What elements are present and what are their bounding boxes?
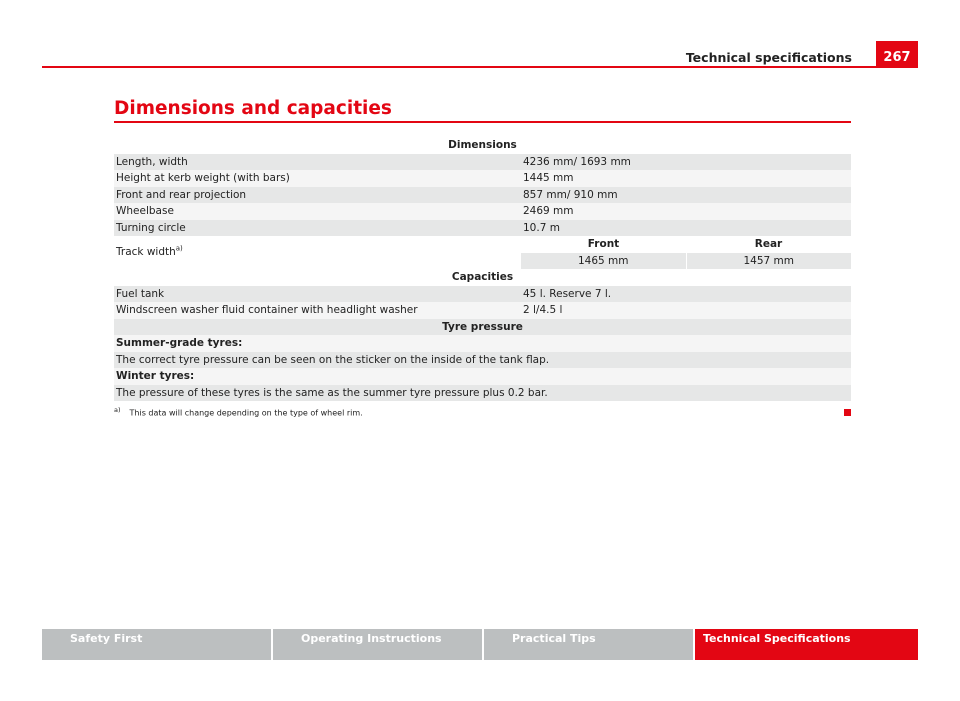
table-row [114, 352, 851, 369]
tab-technical-specifications[interactable]: Technical Specifications [695, 629, 918, 660]
row-value: 1445 mm [523, 172, 574, 184]
row-label: Fuel tank [116, 287, 165, 300]
section-rule [114, 121, 851, 123]
track-width-headers [521, 236, 851, 253]
front-header: Front [587, 238, 620, 250]
row-label: Turning circle [116, 221, 186, 234]
row-value: 10.7 m [523, 221, 560, 234]
running-header-title: Technical specifications [685, 50, 852, 65]
table-row [114, 335, 851, 352]
row-value: 4236 mm/ 1693 mm [523, 155, 631, 168]
row-value: 857 mm/ 910 mm [523, 188, 618, 201]
footnote-text: This data will change depending on the type of wheel rim. [129, 408, 363, 418]
table-row [114, 187, 851, 204]
table-row [114, 203, 851, 220]
table-row [114, 286, 851, 303]
tab-practical-tips[interactable]: Practical Tips [484, 629, 693, 660]
table-row [114, 368, 851, 385]
row-value: 45 l. Reserve 7 l. [523, 287, 612, 300]
section-title: Dimensions and capacities [114, 98, 392, 119]
tyre-row-winter-title: Winter tyres: [116, 370, 195, 382]
row-value: 2469 mm [523, 205, 574, 217]
tyre-pressure-heading: Tyre pressure [114, 319, 851, 336]
track-width-values-row [521, 253, 851, 270]
table-row [114, 220, 851, 237]
row-label: Wheelbase [116, 205, 174, 217]
dimensions-heading: Dimensions [114, 137, 851, 154]
table-row [114, 170, 851, 187]
track-width-values [521, 236, 851, 269]
tyre-row-summer-text: The correct tyre pressure can be seen on the sticker on the inside of the tank flap. [116, 353, 550, 366]
row-label: Length, width [116, 155, 188, 168]
track-width-label: Track width$^{a)}$ [114, 236, 521, 269]
footnote-marker: a) [114, 406, 121, 414]
page-number: 267 [876, 41, 918, 68]
capacities-heading: Capacities [114, 269, 851, 286]
end-of-section-square-icon [844, 409, 851, 416]
track-width-row [114, 236, 851, 269]
row-value: 2 l/4.5 l [523, 304, 563, 316]
rear-value: 1457 mm [743, 254, 795, 267]
footnote [114, 406, 363, 418]
tyre-row-winter-text: The pressure of these tyres is the same as the summer tyre pressure plus 0.2 bar. [116, 386, 548, 399]
row-label: Height at kerb weight (with bars) [116, 172, 290, 184]
table-row [114, 385, 851, 402]
rear-header: Rear [754, 238, 783, 250]
row-label: Windscreen washer fluid container with headlight washer [116, 304, 418, 316]
footer-nav [42, 629, 918, 660]
tab-safety-first[interactable]: Safety First [42, 629, 271, 660]
tyre-row-summer-title: Summer-grade tyres: [116, 337, 243, 349]
table-row [114, 154, 851, 171]
header-rule [42, 66, 918, 68]
specifications-table [114, 137, 851, 401]
row-label: Front and rear projection [116, 188, 247, 201]
tab-operating-instructions[interactable]: Operating Instructions [273, 629, 482, 660]
footnote-marker: a) [175, 244, 183, 253]
table-row [114, 302, 851, 319]
front-value: 1465 mm [521, 253, 687, 270]
